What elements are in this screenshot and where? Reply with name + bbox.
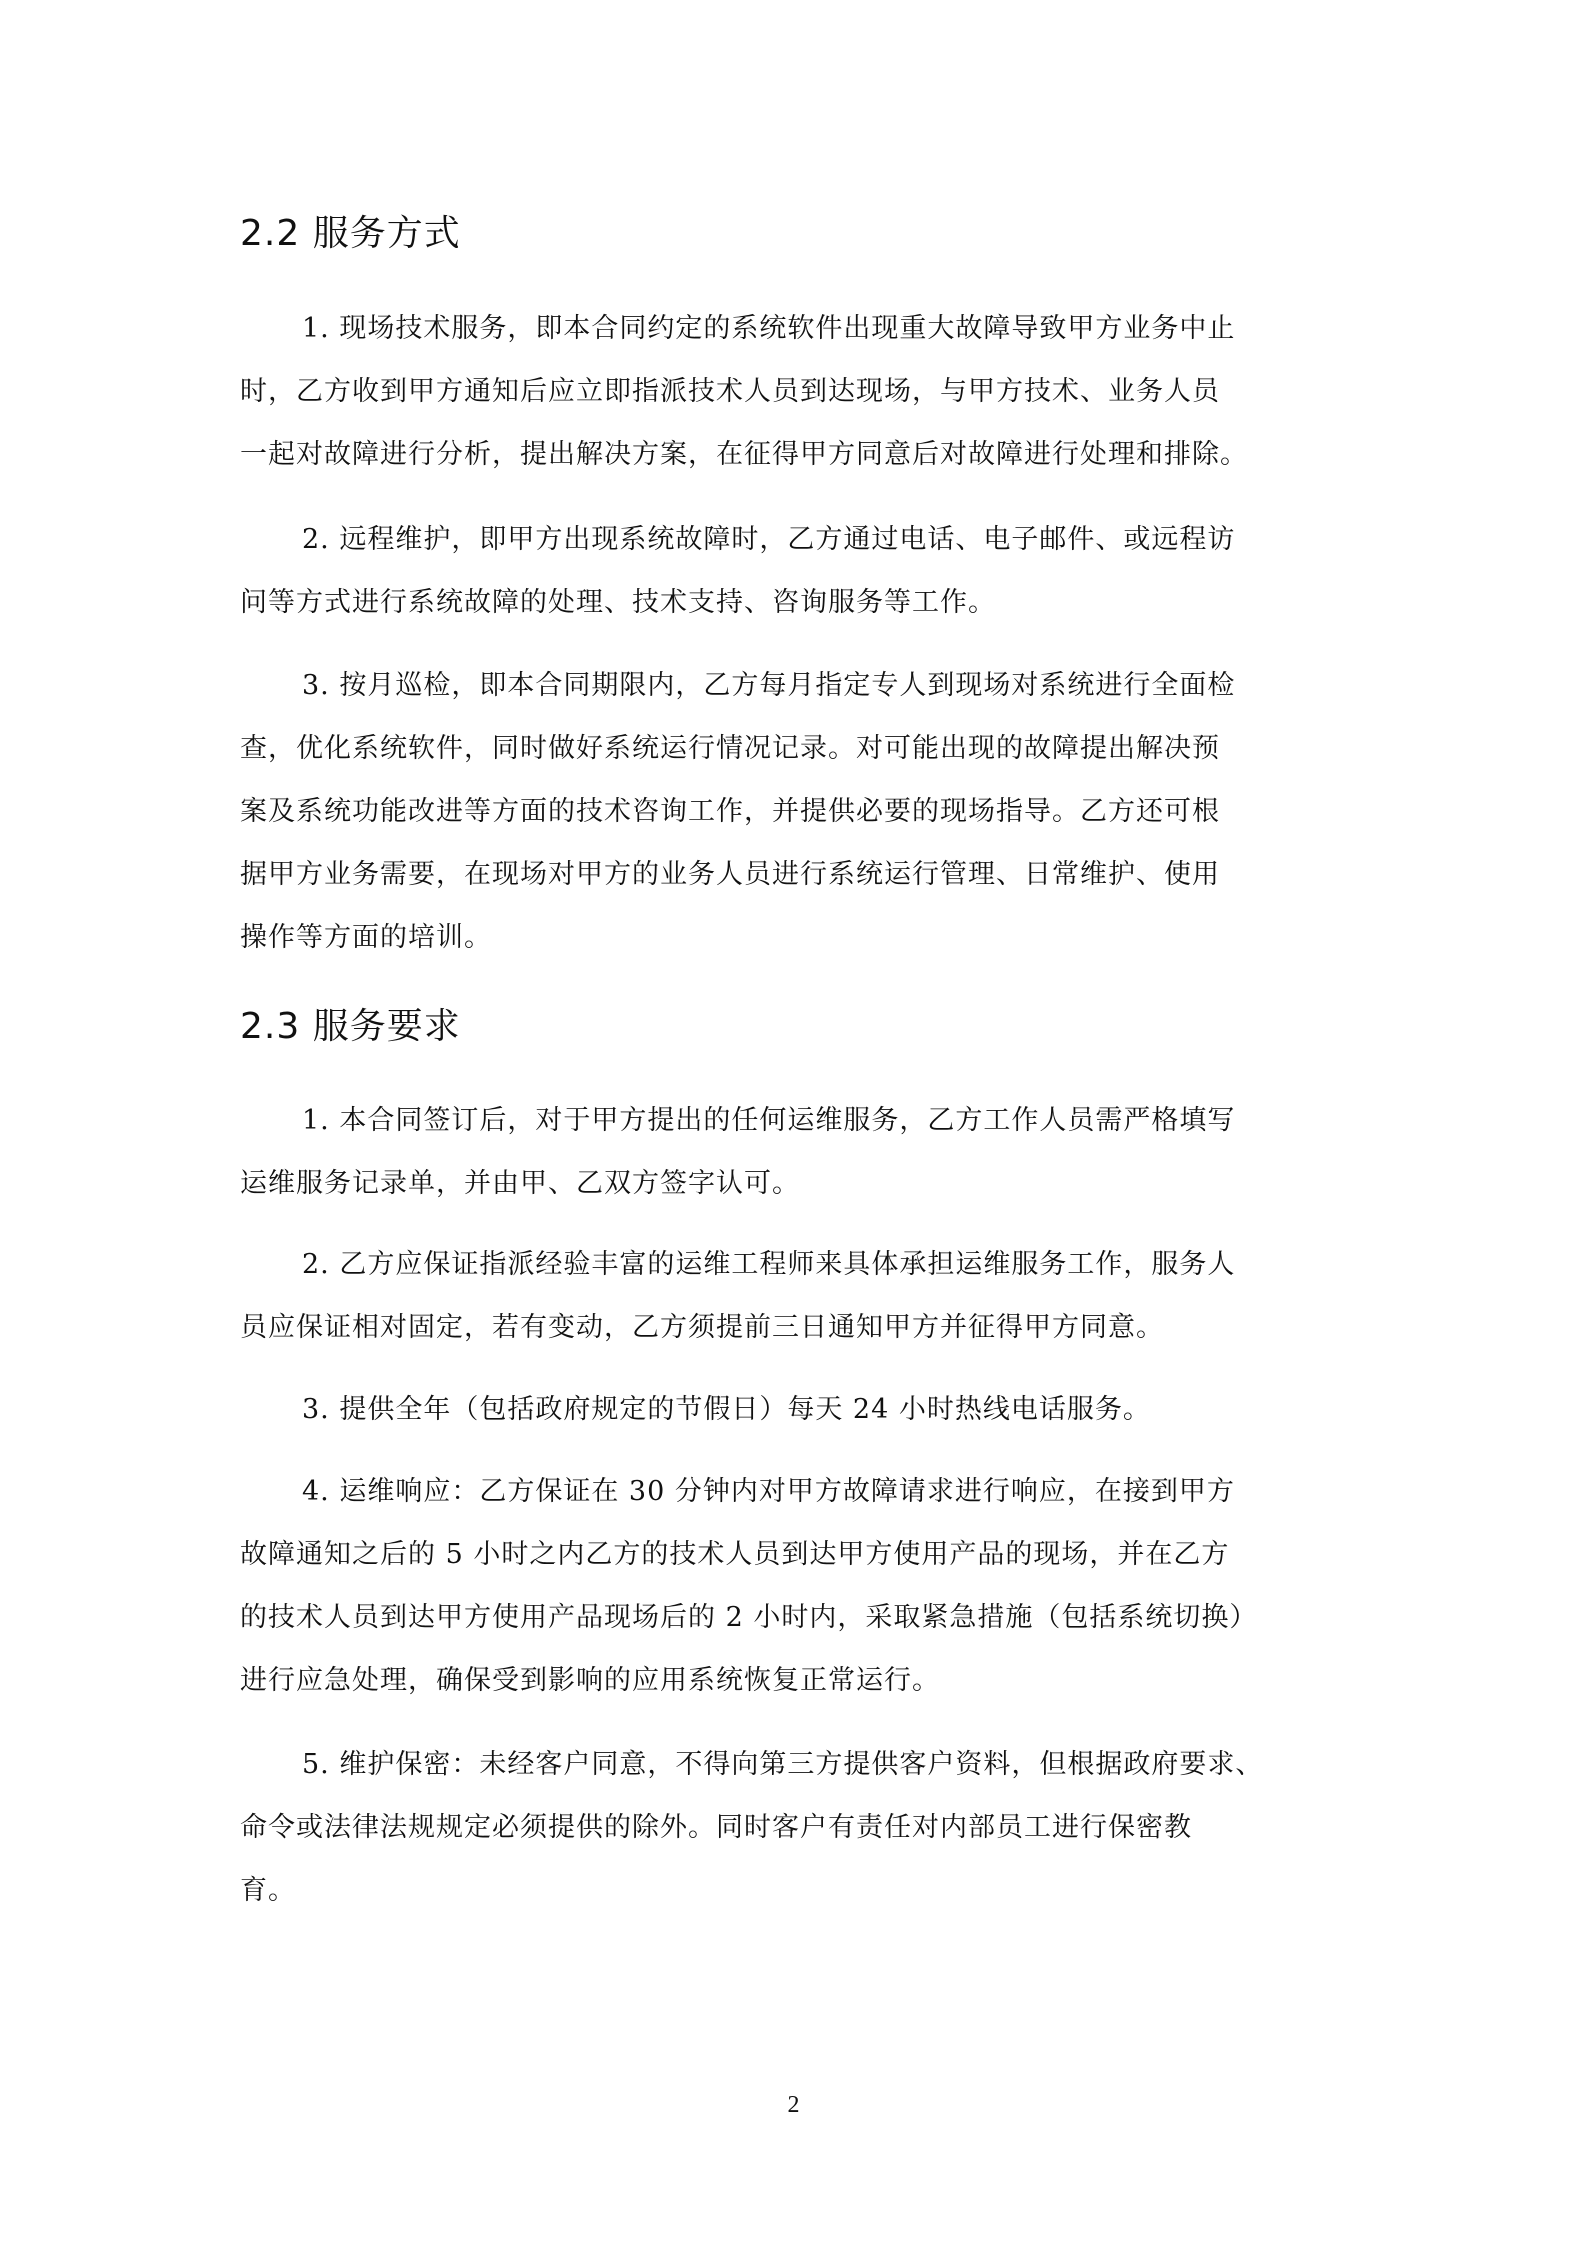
paragraph-confidentiality [240,1733,1350,1922]
paragraph-line: 操作等方面的培训。 [240,922,492,953]
paragraph-line: 一起对故障进行分析，提出解决方案，在征得甲方同意后对故障进行处理和排除。 [240,439,1248,470]
paragraph-line: 命令或法律法规规定必须提供的除外。同时客户有责任对内部员工进行保密教 [240,1812,1192,1843]
paragraph-line: 2. 乙方应保证指派经验丰富的运维工程师来具体承担运维服务工作，服务人 [302,1249,1236,1280]
paragraph-line: 时，乙方收到甲方通知后应立即指派技术人员到达现场，与甲方技术、业务人员 [240,376,1220,407]
paragraph-line: 2. 远程维护，即甲方出现系统故障时，乙方通过电话、电子邮件、或远程访 [302,524,1236,555]
paragraph-response [240,1460,1350,1712]
paragraph-line: 故障通知之后的 5 小时之内乙方的技术人员到达甲方使用产品的现场，并在乙方 [240,1539,1230,1570]
paragraph-line: 4. 运维响应：乙方保证在 30 分钟内对甲方故障请求进行响应，在接到甲方 [302,1476,1235,1507]
paragraph-line: 的技术人员到达甲方使用产品现场后的 2 小时内，采取紧急措施（包括系统切换） [240,1602,1258,1633]
paragraph-remote-maintenance [240,508,1350,634]
paragraph-service-record [240,1089,1350,1215]
paragraph-line: 育。 [240,1875,296,1906]
paragraph-engineer-assignment [240,1233,1350,1359]
paragraph-line: 3. 提供全年（包括政府规定的节假日）每天 24 小时热线电话服务。 [302,1394,1151,1425]
page-number: 2 [787,2092,800,2118]
paragraph-hotline [240,1378,1350,1441]
paragraph-line: 查，优化系统软件，同时做好系统运行情况记录。对可能出现的故障提出解决预 [240,733,1220,764]
paragraph-monthly-inspection [240,654,1350,969]
paragraph-line: 员应保证相对固定，若有变动，乙方须提前三日通知甲方并征得甲方同意。 [240,1312,1164,1343]
paragraph-onsite-service [240,297,1350,486]
paragraph-line: 5. 维护保密：未经客户同意，不得向第三方提供客户资料，但根据政府要求、 [302,1749,1264,1780]
paragraph-line: 1. 现场技术服务，即本合同约定的系统软件出现重大故障导致甲方业务中止 [302,313,1236,344]
paragraph-line: 进行应急处理，确保受到影响的应用系统恢复正常运行。 [240,1665,940,1696]
paragraph-line: 3. 按月巡检，即本合同期限内，乙方每月指定专人到现场对系统进行全面检 [302,670,1236,701]
paragraph-line: 1. 本合同签订后，对于甲方提出的任何运维服务，乙方工作人员需严格填写 [302,1105,1236,1136]
paragraph-line: 问等方式进行系统故障的处理、技术支持、咨询服务等工作。 [240,587,996,618]
paragraph-line: 运维服务记录单，并由甲、乙双方签字认可。 [240,1168,800,1199]
paragraph-line: 案及系统功能改进等方面的技术咨询工作，并提供必要的现场指导。乙方还可根 [240,796,1220,827]
section-heading-2-2: 2.2 服务方式 [240,213,461,254]
section-heading-2-3: 2.3 服务要求 [240,1006,461,1047]
paragraph-line: 据甲方业务需要，在现场对甲方的业务人员进行系统运行管理、日常维护、使用 [240,859,1220,890]
